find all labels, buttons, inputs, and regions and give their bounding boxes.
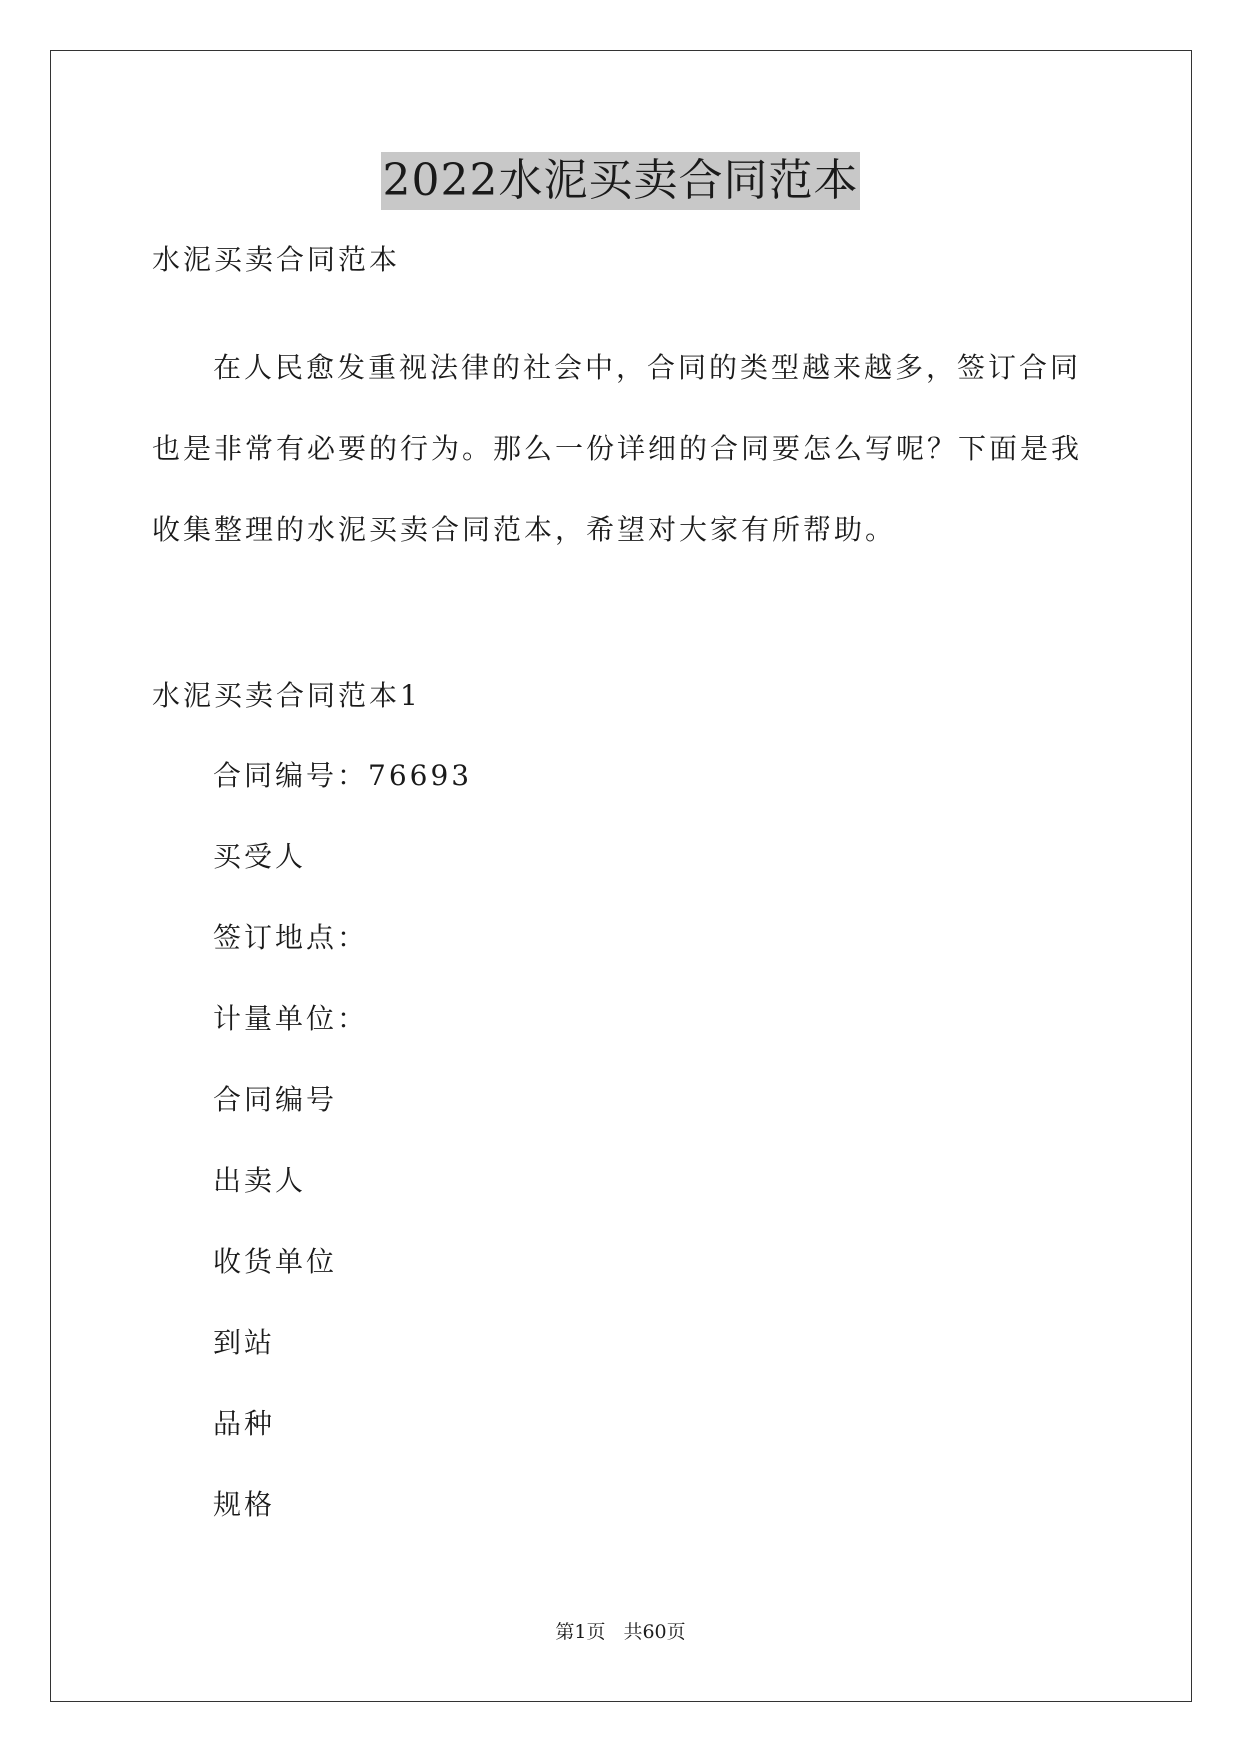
- page-footer: [0, 1620, 1241, 1644]
- field-seller: 出卖人: [213, 1164, 307, 1197]
- document-title: 2022水泥买卖合同范本: [381, 152, 861, 210]
- field-specification: 规格: [213, 1488, 276, 1521]
- field-variety: 品种: [213, 1407, 276, 1440]
- page-number: 第1页: [555, 1621, 606, 1643]
- title-container: [0, 152, 1241, 210]
- field-signing-place: 签订地点：: [213, 921, 369, 954]
- field-station: 到站: [213, 1326, 276, 1359]
- intro-line-1: 在人民愈发重视法律的社会中，合同的类型越来越多，签订合同: [213, 351, 1082, 384]
- subtitle: 水泥买卖合同范本: [152, 243, 401, 276]
- page-border: [50, 50, 1192, 1702]
- intro-line-2: 也是非常有必要的行为。那么一份详细的合同要怎么写呢？下面是我: [152, 432, 1083, 465]
- field-contract-number-2: 合同编号: [213, 1083, 338, 1116]
- field-contract-number: 合同编号：76693: [213, 759, 473, 792]
- section-heading: 水泥买卖合同范本1: [152, 679, 421, 712]
- field-receiving-unit: 收货单位: [213, 1245, 338, 1278]
- field-buyer: 买受人: [213, 840, 307, 873]
- intro-line-3: 收集整理的水泥买卖合同范本，希望对大家有所帮助。: [152, 513, 897, 546]
- page-total: 共60页: [623, 1621, 686, 1643]
- field-unit: 计量单位：: [213, 1002, 369, 1035]
